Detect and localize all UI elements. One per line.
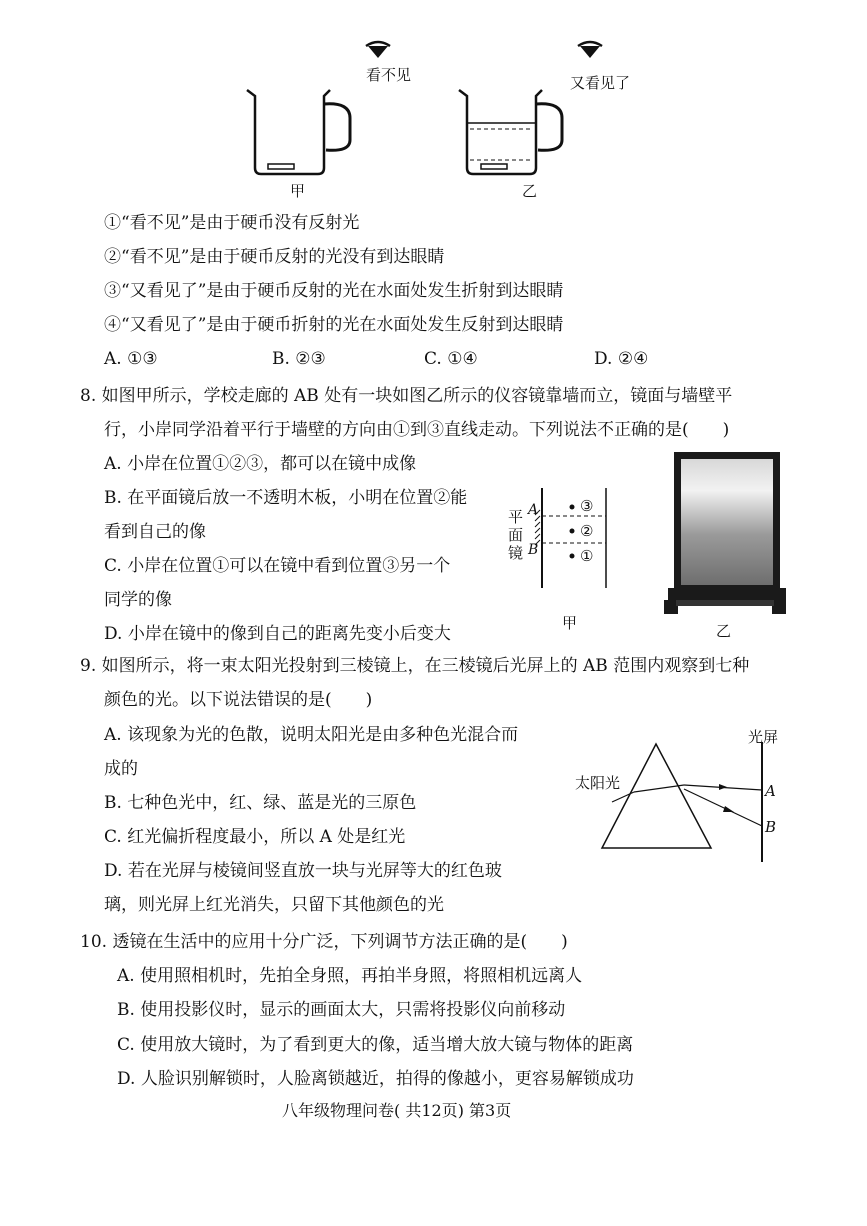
mirror-point-b: B xyxy=(528,542,539,558)
q7-option-a: A. ①③ xyxy=(104,349,158,369)
q10-option-d: D. 人脸识别解锁时，人脸离锁越近，拍得的像越小，更容易解锁成功 xyxy=(117,1069,634,1089)
q8-stem-line2: 行，小岸同学沿着平行于墙壁的方向由①到③直线走动。下列说法不正确的是( ) xyxy=(104,420,730,440)
q7-statement-3: ③“又看见了”是由于硬币反射的光在水面处发生折射到达眼睛 xyxy=(104,281,564,301)
q7-statement-4: ④“又看见了”是由于硬币折射的光在水面处发生反射到达眼睛 xyxy=(104,315,564,335)
q9-option-c: C. 红光偏折程度最小，所以 A 处是红光 xyxy=(104,827,406,847)
q7-statement-1: ①“看不见”是由于硬币没有反射光 xyxy=(104,213,360,233)
cup-label-yi: 乙 xyxy=(522,182,538,200)
mirror-point-a: A xyxy=(528,502,539,518)
position-3: ③ xyxy=(580,497,594,515)
screen-point-b: B xyxy=(765,818,777,836)
q7-option-c: C. ①④ xyxy=(424,349,478,369)
figure-label-jia: 甲 xyxy=(562,614,578,632)
q8-stem-line1: 8. 如图甲所示，学校走廊的 AB 处有一块如图乙所示的仪容镜靠墙而立，镜面与墙壁平 xyxy=(80,386,733,406)
position-2: ② xyxy=(580,522,594,540)
q7-option-b: B. ②③ xyxy=(272,349,326,369)
q8-option-a: A. 小岸在位置①②③，都可以在镜中成像 xyxy=(104,454,417,474)
q9-option-b: B. 七种色光中，红、绿、蓝是光的三原色 xyxy=(104,793,417,813)
page-footer: 八年级物理问卷( 共12页) 第3页 xyxy=(282,1101,512,1120)
q9-option-a-line1: A. 该现象为光的色散，说明太阳光是由多种色光混合而 xyxy=(104,725,519,745)
caption-see-again: 又看见了 xyxy=(570,74,631,92)
cup-label-jia: 甲 xyxy=(290,182,306,200)
figure-label-yi: 乙 xyxy=(716,622,732,640)
caption-cannot-see: 看不见 xyxy=(366,66,412,84)
q9-option-d-line2: 璃，则光屏上红光消失，只留下其他颜色的光 xyxy=(104,895,444,915)
q9-option-d-line1: D. 若在光屏与棱镜间竖直放一块与光屏等大的红色玻 xyxy=(104,861,502,881)
q10-option-c: C. 使用放大镜时，为了看到更大的像，适当增大放大镜与物体的距离 xyxy=(117,1035,634,1055)
mirror-label-char3: 镜 xyxy=(508,544,524,562)
label-light-screen: 光屏 xyxy=(748,728,779,746)
q8-option-c-line1: C. 小岸在位置①可以在镜中看到位置③另一个 xyxy=(104,556,451,576)
q8-option-c-line2: 同学的像 xyxy=(104,590,172,610)
q8-option-b-line1: B. 在平面镜后放一不透明木板，小明在位置②能 xyxy=(104,488,468,508)
q9-stem-line2: 颜色的光。以下说法错误的是( ) xyxy=(104,690,373,710)
q9-stem-line1: 9. 如图所示，将一束太阳光投射到三棱镜上，在三棱镜后光屏上的 AB 范围内观察到七种 xyxy=(80,656,750,676)
q8-option-b-line2: 看到自己的像 xyxy=(104,522,206,542)
q10-stem: 10. 透镜在生活中的应用十分广泛，下列调节方法正确的是( ) xyxy=(80,932,568,952)
label-sunlight: 太阳光 xyxy=(575,774,621,792)
q7-statement-2: ②“看不见”是由于硬币反射的光没有到达眼睛 xyxy=(104,247,445,267)
q8-option-d: D. 小岸在镜中的像到自己的距离先变小后变大 xyxy=(104,624,451,644)
mirror-label-char2: 面 xyxy=(508,526,524,544)
position-1: ① xyxy=(580,547,594,565)
q9-option-a-line2: 成的 xyxy=(104,759,138,779)
mirror-label-char1: 平 xyxy=(508,508,524,526)
screen-point-a: A xyxy=(765,782,776,800)
q10-option-b: B. 使用投影仪时，显示的画面太大，只需将投影仪向前移动 xyxy=(117,1000,566,1020)
q7-option-d: D. ②④ xyxy=(594,349,649,369)
q10-option-a: A. 使用照相机时，先拍全身照，再拍半身照，将照相机远离人 xyxy=(117,966,583,986)
